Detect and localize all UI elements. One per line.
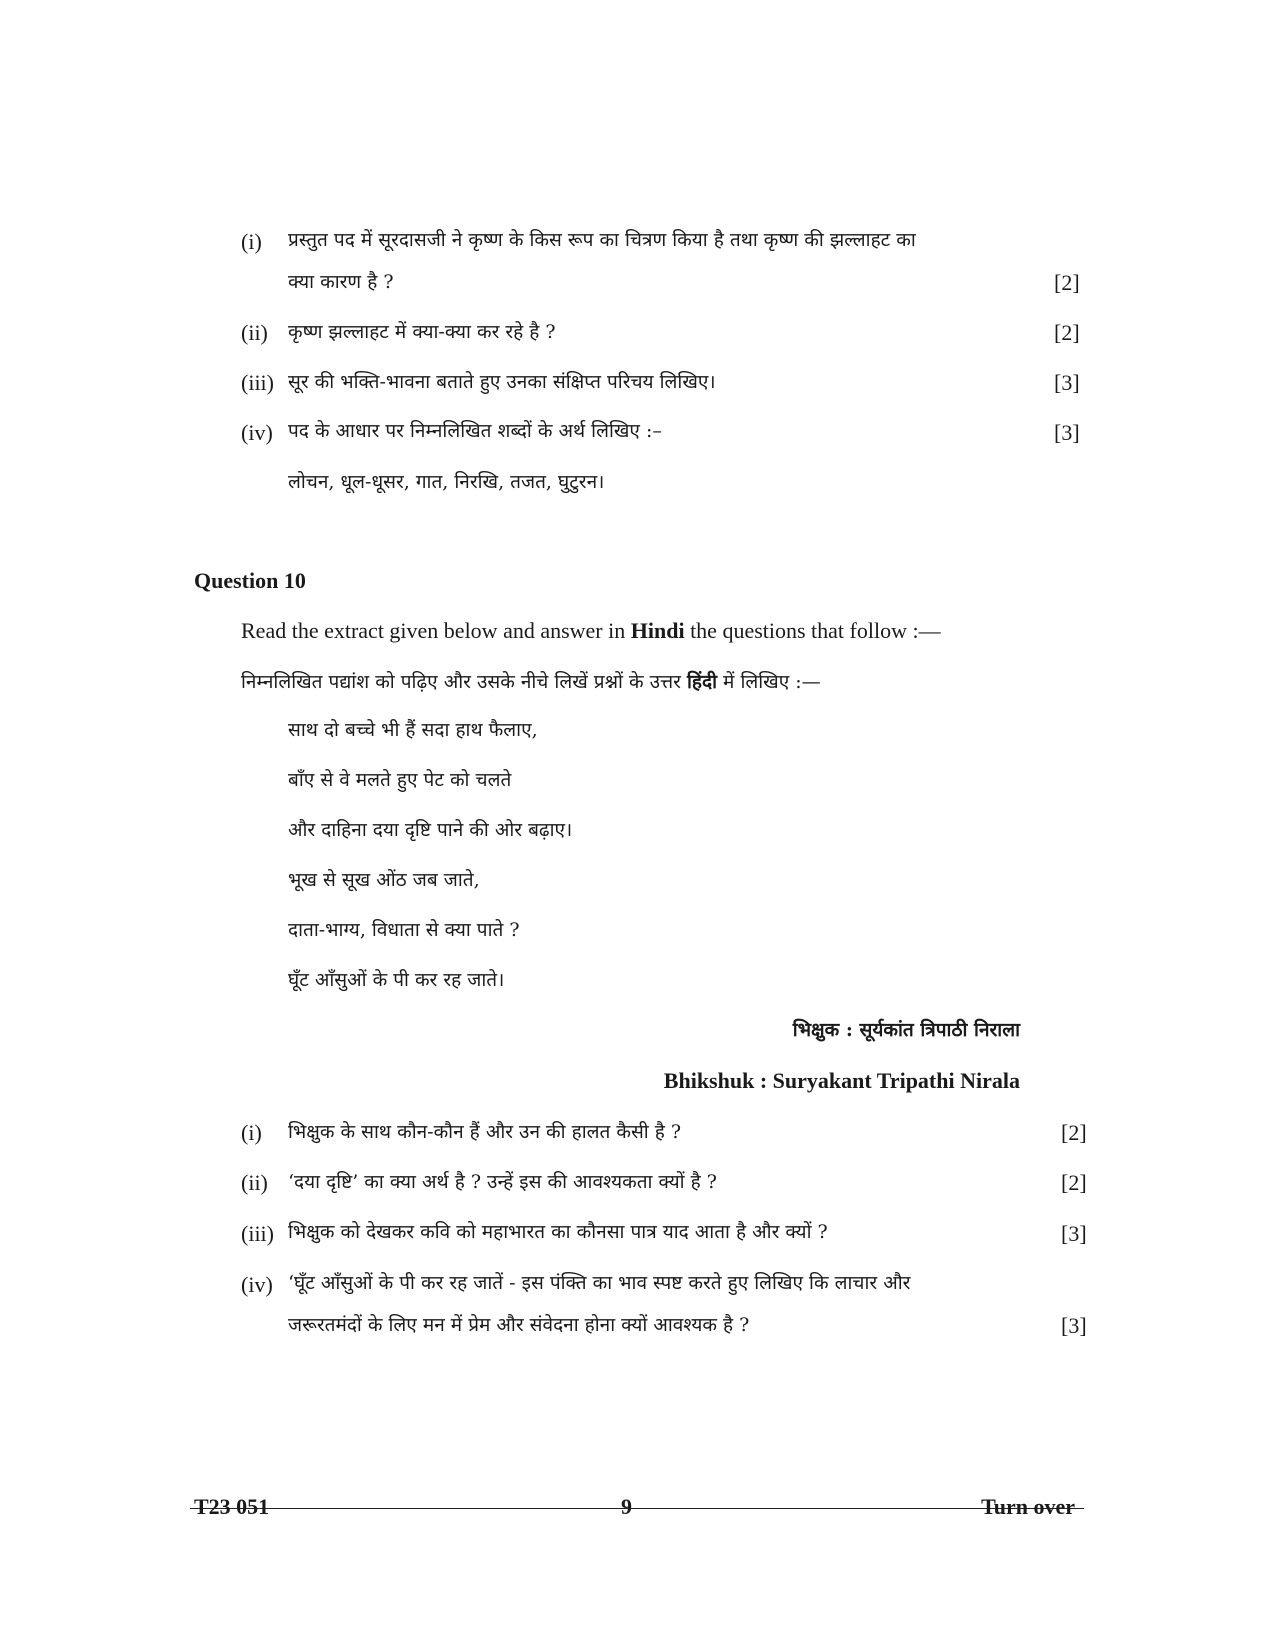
poem-line-1: साथ दो बच्चे भी हैं सदा हाथ फैलाए, <box>288 719 538 741</box>
q10-ii-num: (ii) <box>241 1170 268 1195</box>
instruction-english <box>241 618 941 644</box>
instruction-hindi-before: निम्नलिखित पद्यांश को पढ़िए और उसके नीचे लिखें प्रश्नों के उत्तर <box>241 671 687 693</box>
instruction-hindi-bold: हिंदी <box>686 671 718 693</box>
q10-iii-num: (iii) <box>241 1221 274 1246</box>
prev-q3-line1: सूर की भक्ति-भावना बताते हुए उनका संक्षिप्त परिचय लिखिए। <box>288 371 716 393</box>
q10-iv-num: (iv) <box>241 1272 273 1297</box>
prev-q2-num: (ii) <box>241 320 268 345</box>
footer-paper-code: T23 051 <box>194 1494 270 1519</box>
prev-q1-line1: प्रस्तुत पद में सूरदासजी ने कृष्ण के किस रूप का चित्रण किया है तथा कृष्ण की झल्लाहट का <box>288 229 916 251</box>
prev-q4-marks: [3] <box>1054 420 1080 445</box>
poem-line-2: बाँए से वे मलते हुए पेट को चलते <box>288 769 512 791</box>
poem-line-5: दाता-भाग्य, विधाता से क्या पाते ? <box>288 919 520 941</box>
prev-q1-marks: [2] <box>1054 270 1080 295</box>
poem-line-3: और दाहिना दया दृष्टि पाने की ओर बढ़ाए। <box>288 819 573 841</box>
prev-q1-num: (i) <box>241 229 262 254</box>
instruction-hindi-after: में लिखिए :— <box>717 671 821 693</box>
instruction-english-after: the questions that follow :— <box>684 618 941 643</box>
q10-ii-marks: [2] <box>1061 1170 1087 1195</box>
q10-i-marks: [2] <box>1061 1120 1087 1145</box>
prev-q2-marks: [2] <box>1054 320 1080 345</box>
prev-q1-line2: क्या कारण है ? <box>288 271 394 293</box>
q10-iv-marks: [3] <box>1061 1313 1087 1338</box>
prev-q4-num: (iv) <box>241 420 273 445</box>
q10-iii-line1: भिक्षुक को देखकर कवि को महाभारत का कौनसा पात्र याद आता है और क्यों ? <box>288 1221 828 1243</box>
question-10-title: Question 10 <box>194 568 306 593</box>
prev-q4-line1: पद के आधार पर निम्नलिखित शब्दों के अर्थ लिखिए :– <box>288 420 662 442</box>
q10-iii-marks: [3] <box>1061 1221 1087 1246</box>
poem-line-4: भूख से सूख ओंठ जब जाते, <box>288 869 480 891</box>
footer-page-number: 9 <box>621 1494 632 1519</box>
prev-q3-marks: [3] <box>1054 370 1080 395</box>
prev-q3-num: (iii) <box>241 370 274 395</box>
source-hindi: भिक्षुक : सूर्यकांत त्रिपाठी निराला <box>792 1019 1020 1041</box>
instruction-hindi <box>241 668 821 694</box>
instruction-english-bold: Hindi <box>630 618 685 643</box>
footer-turn-over: Turn over <box>981 1494 1075 1519</box>
q10-ii-line1: ‘दया दृष्टि’ का क्या अर्थ है ? उन्हें इस की आवश्यकता क्यों है ? <box>288 1171 717 1193</box>
q10-iv-line2: जरूरतमंदों के लिए मन में प्रेम और संवेदना होना क्यों आवश्यक है ? <box>288 1314 750 1336</box>
footer-rule <box>190 1508 1084 1509</box>
prev-q4-line2: लोचन, धूल-धूसर, गात, निरखि, तजत, घुटुरन। <box>288 471 605 493</box>
q10-i-line1: भिक्षुक के साथ कौन-कौन हैं और उन की हालत कैसी है ? <box>288 1121 682 1143</box>
poem-line-6: घूँट आँसुओं के पी कर रह जाते। <box>288 969 505 991</box>
source-english: Bhikshuk : Suryakant Tripathi Nirala <box>663 1068 1020 1093</box>
q10-i-num: (i) <box>241 1120 262 1145</box>
q10-iv-line1: ‘घूँट आँसुओं के पी कर रह जातें - इस पंक्ति का भाव स्पष्ट करते हुए लिखिए कि लाचार और <box>288 1272 911 1294</box>
prev-q2-line1: कृष्ण झल्लाहट में क्या-क्या कर रहे है ? <box>288 321 556 343</box>
instruction-english-before: Read the extract given below and answer in <box>241 618 631 643</box>
